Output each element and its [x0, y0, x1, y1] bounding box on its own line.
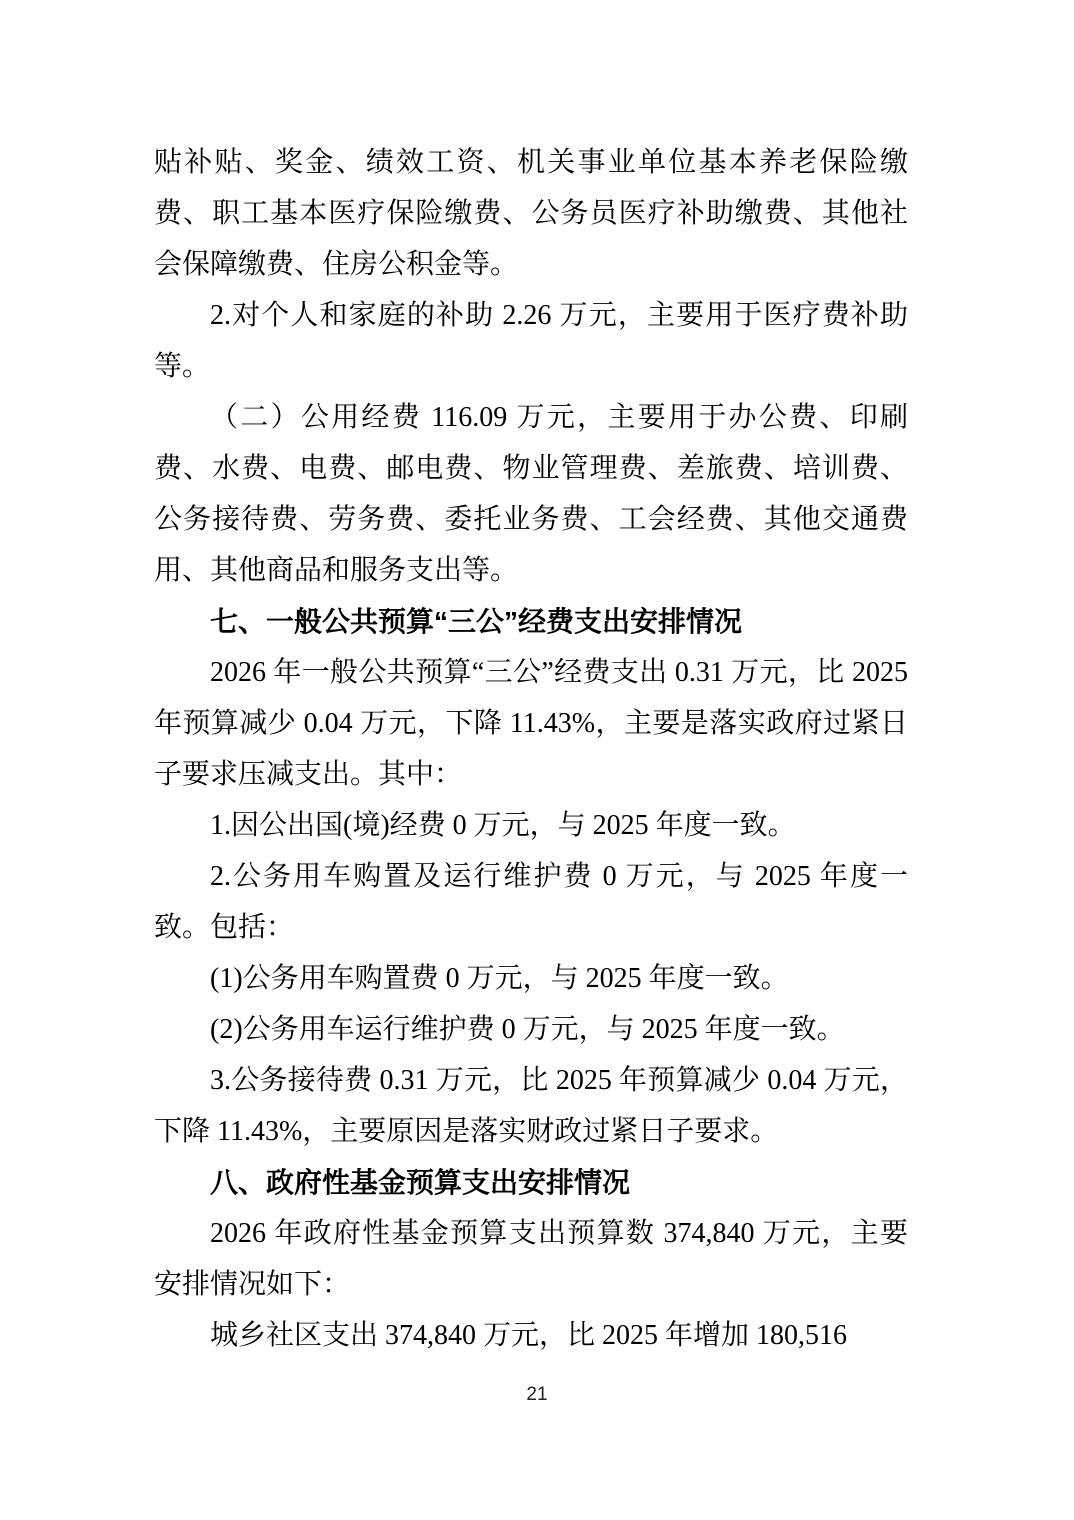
paragraph: 2026 年一般公共预算“三公”经费支出 0.31 万元，比 2025 年预算减少 0.04 万元，下降 11.43%，主要是落实政府过紧日子要求压减支出。其中： — [154, 657, 908, 790]
paragraph: 2.对个人和家庭的补助 2.26 万元，主要用于医疗费补助等。 — [154, 300, 908, 382]
page-number: 21 — [526, 1384, 548, 1405]
paragraph: （二）公用经费 116.09 万元，主要用于办公费、印刷费、水费、电费、邮电费、物业管理费、差旅费、培训费、公务接待费、劳务费、委托业务费、工会经费、其他交通费用、其他商品和服务支出等。 — [154, 402, 908, 586]
document-body — [154, 137, 908, 1361]
paragraph: 城乡社区支出 374,840 万元，比 2025 年增加 180,516 — [210, 1320, 848, 1351]
paragraph: 3.公务接待费 0.31 万元，比 2025 年预算减少 0.04 万元，下降 11.43%，主要原因是落实财政过紧日子要求。 — [154, 1065, 908, 1147]
paragraph: 2026 年政府性基金预算支出预算数 374,840 万元，主要安排情况如下： — [154, 1218, 908, 1300]
paragraph: 1.因公出国(境)经费 0 万元，与 2025 年度一致。 — [210, 810, 796, 841]
paragraph: (1)公务用车购置费 0 万元，与 2025 年度一致。 — [210, 963, 789, 994]
paragraph: (2)公务用车运行维护费 0 万元，与 2025 年度一致。 — [210, 1014, 845, 1045]
paragraph: 贴补贴、奖金、绩效工资、机关事业单位基本养老保险缴费、职工基本医疗保险缴费、公务员医疗补助缴费、其他社会保障缴费、住房公积金等。 — [154, 147, 908, 280]
page-footer — [0, 1384, 1074, 1406]
section-heading: 八、政府性基金预算支出安排情况 — [210, 1167, 631, 1198]
paragraph: 2.公务用车购置及运行维护费 0 万元，与 2025 年度一致。包括： — [154, 861, 908, 943]
section-heading: 七、一般公共预算“三公”经费支出安排情况 — [210, 606, 743, 637]
